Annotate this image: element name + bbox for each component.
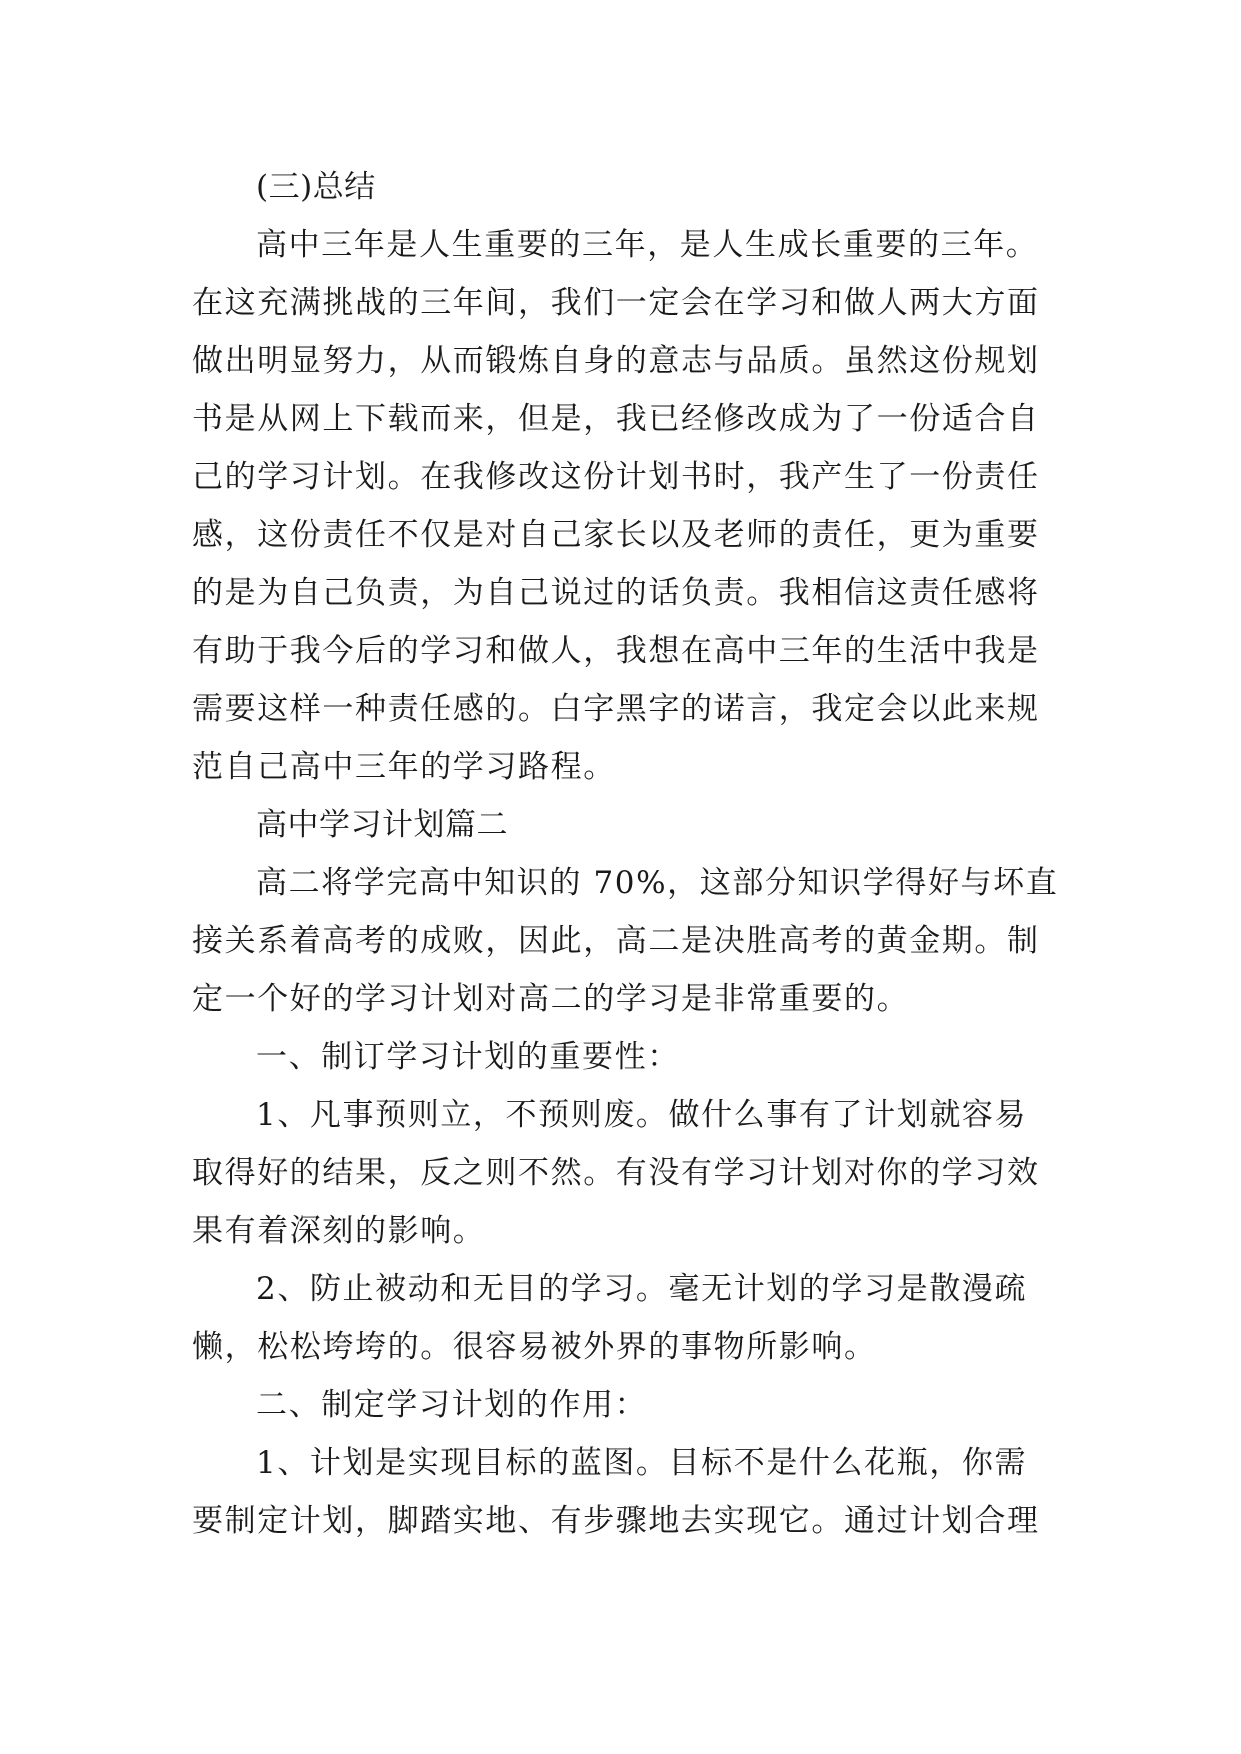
section-heading-plan-two: 高中学习计划篇二 (256, 807, 508, 843)
paragraph-line: 做出明显努力，从而锻炼自身的意志与品质。虽然这份规划 (192, 343, 1040, 379)
paragraph-line: 要制定计划，脚踏实地、有步骤地去实现它。通过计划合理 (192, 1503, 1040, 1539)
section-heading-summary: (三)总结 (256, 169, 376, 205)
paragraph-line: 有助于我今后的学习和做人，我想在高中三年的生活中我是 (192, 633, 1040, 669)
subheading-function: 二、制定学习计划的作用： (256, 1387, 648, 1423)
paragraph-line: 高中三年是人生重要的三年，是人生成长重要的三年。 (256, 227, 1039, 263)
subheading-importance: 一、制订学习计划的重要性： (256, 1039, 680, 1075)
paragraph-line: 在这充满挑战的三年间，我们一定会在学习和做人两大方面 (192, 285, 1040, 321)
paragraph-line: 高二将学完高中知识的 70%，这部分知识学得好与坏直 (256, 865, 1059, 901)
paragraph-line: 的是为自己负责，为自己说过的话负责。我相信这责任感将 (192, 575, 1040, 611)
list-item-line: 2、防止被动和无目的学习。毫无计划的学习是散漫疏 (256, 1271, 1028, 1307)
document-body (192, 158, 1062, 1550)
paragraph-line: 取得好的结果，反之则不然。有没有学习计划对你的学习效 (192, 1155, 1040, 1191)
paragraph-line: 接关系着高考的成败，因此，高二是决胜高考的黄金期。制 (192, 923, 1040, 959)
paragraph-line: 定一个好的学习计划对高二的学习是非常重要的。 (192, 981, 910, 1017)
paragraph-line: 范自己高中三年的学习路程。 (192, 749, 616, 785)
paragraph-line: 己的学习计划。在我修改这份计划书时，我产生了一份责任 (192, 459, 1040, 495)
list-item-line: 1、凡事预则立，不预则废。做什么事有了计划就容易 (256, 1097, 1028, 1133)
paragraph-line: 感，这份责任不仅是对自己家长以及老师的责任，更为重要 (192, 517, 1040, 553)
paragraph-line: 果有着深刻的影响。 (192, 1213, 486, 1249)
paragraph-line: 懒，松松垮垮的。很容易被外界的事物所影响。 (192, 1329, 877, 1365)
paragraph-line: 书是从网上下载而来，但是，我已经修改成为了一份适合自 (192, 401, 1040, 437)
list-item-line: 1、计划是实现目标的蓝图。目标不是什么花瓶，你需 (256, 1445, 1028, 1481)
paragraph-line: 需要这样一种责任感的。白字黑字的诺言，我定会以此来规 (192, 691, 1040, 727)
